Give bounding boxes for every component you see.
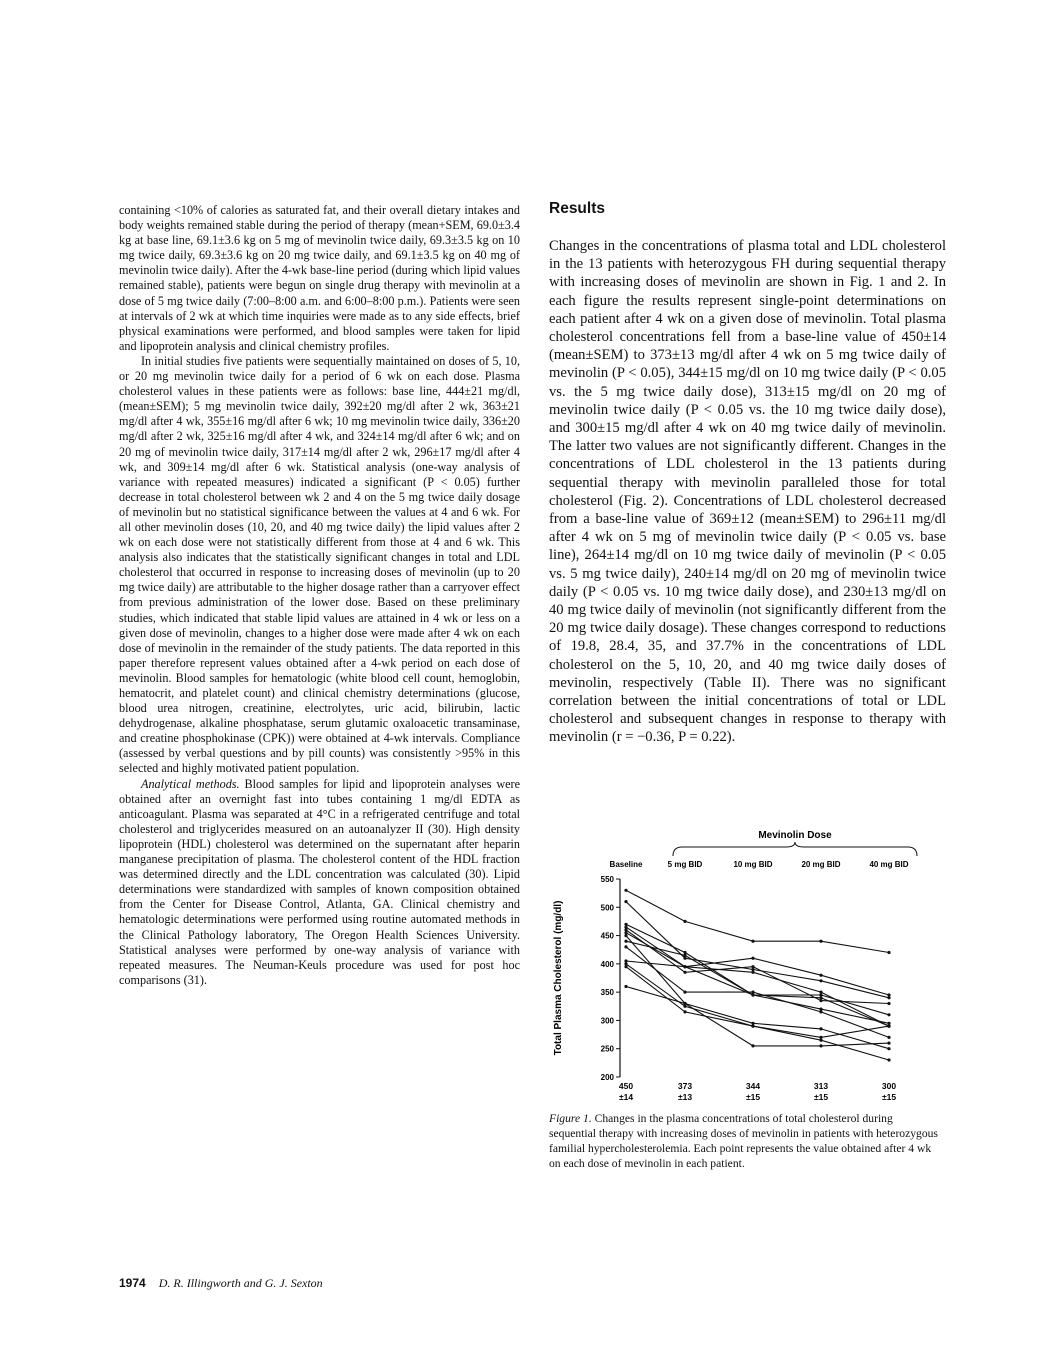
y-tick-label: 350: [600, 988, 614, 998]
patient-data-point: [683, 920, 686, 923]
category-label: 40 mg BID: [869, 860, 909, 869]
y-tick-label: 250: [600, 1044, 614, 1054]
analytical-methods-run-in: Analytical methods.: [141, 776, 240, 791]
patient-series-line: [626, 964, 889, 1038]
patient-series-line: [626, 927, 889, 995]
category-label: 20 mg BID: [801, 860, 841, 869]
patient-data-point: [819, 940, 822, 943]
y-tick-label: 550: [600, 875, 614, 884]
methods-paragraph-1: containing <10% of calories as saturated fat, and their overall dietary intakes and body weights remained stable during the period of therapy (mean+SEM, 69.0±3.4 kg at base line, 69.1±3.6 kg on 5 mg of mevinolin twice daily, 69.3±3.5 kg on 10 mg twice daily, 69.3±3.6 kg on 20 mg twice daily, and 69.1±3.5 kg on 40 mg of mevinolin twice daily). After the 4-wk base-line period (during which lipid values remained stable), patients were begun on single drug therapy with mevinolin at a dose of 5 mg twice daily (7:00–8:00 a.m. and 6:00–8:00 p.m.). Patients were seen at intervals of 2 wk at which time inquiries were made as to any side effects, brief physical examinations were performed, and blood samples were taken for lipid and lipoprotein analysis and clinical chemistry profiles.: [119, 203, 520, 353]
page-footer: [119, 1276, 323, 1291]
category-label: Baseline: [609, 860, 643, 869]
patient-data-point: [624, 934, 627, 937]
mean-label: 450: [618, 1081, 634, 1091]
sem-label: ±13: [677, 1092, 693, 1102]
patient-data-point: [887, 993, 890, 996]
patient-data-point: [887, 951, 890, 954]
patient-data-point: [819, 1008, 822, 1011]
patient-data-point: [624, 928, 627, 931]
patient-data-point: [751, 965, 754, 968]
patient-data-point: [683, 965, 686, 968]
patient-data-point: [683, 991, 686, 994]
patient-data-point: [819, 1044, 822, 1047]
y-tick-label: 300: [600, 1016, 614, 1026]
patient-data-point: [624, 965, 627, 968]
patient-data-point: [819, 979, 822, 982]
patient-data-point: [751, 1025, 754, 1028]
patient-data-point: [624, 926, 627, 929]
methods-paragraph-2: In initial studies five patients were sequentially maintained on doses of 5, 10, or 20 mg mevinolin twice daily for a period of 6 wk on each dose. Plasma cholesterol values in these patients were as follows: base line, 444±21 mg/dl, (mean±SEM); 5 mg mevinolin twice daily, 392±20 mg/dl after 2 wk, 363±21 mg/dl after 4 wk, 355±16 mg/dl after 6 wk; 10 mg mevinolin twice daily, 336±20 mg/dl after 2 wk, 325±16 mg/dl after 4 wk, and 324±14 mg/dl after 6 wk; and on 20 mg of mevinolin twice daily, 317±14 mg/dl after 2 wk, 296±17 mg/dl after 4 wk, and 309±14 mg/dl after 6 wk. Statistical analysis (one-way analysis of variance with repeated measures) indicated a significant (P < 0.05) further decrease in total cholesterol between wk 2 and 4 on the 5 mg twice daily dosage of mevinolin but no statistical significance between the values at 4 and 6 wk. For all other mevinolin doses (10, 20, and 40 mg twice daily) the lipid values after 2 wk on each dose were not statistically different from those at 4 and 6 wk. This analysis also indicates that the statistically significant changes in total and LDL cholesterol that occurred in response to increasing doses of mevinolin (up to 20 mg twice daily) are attributable to the higher dosage rather than a carryover effect from previous administration of the lower dose. Based on these preliminary studies, which indicated that stable lipid values are attained in 4 wk or less on a given dose of mevinolin, changes to a higher dose were made after 4 wk on each dose of mevinolin in the remainder of the study patients. The data reported in this paper therefore represent values obtained after a 4-wk period on each dose of mevinolin. Blood samples for hematologic (white blood cell count, hemoglobin, hematocrit, and platelet count) and clinical chemistry determinations (glucose, blood urea nitrogen, creatinine, electrolytes, uric acid, bilirubin, lactic dehydrogenase, alkaline phosphatase, serum glutamic oxaloacetic transaminase, and creatine phosphokinase (CPK)) were obtained at 4-wk intervals. Compliance (assessed by verbal questions and by pill counts) was consistently >95% in this selected and highly motivated patient population.: [119, 353, 520, 776]
results-heading: Results: [549, 200, 605, 217]
patient-data-point: [819, 1039, 822, 1042]
patient-data-point: [683, 951, 686, 954]
patient-data-point: [751, 993, 754, 996]
patient-data-point: [819, 1010, 822, 1013]
patient-data-point: [887, 1025, 890, 1028]
dose-bracket: [673, 842, 917, 856]
patient-data-point: [624, 931, 627, 934]
patient-data-point: [887, 996, 890, 999]
patient-data-point: [819, 1036, 822, 1039]
patient-data-point: [887, 1002, 890, 1005]
category-label: 10 mg BID: [733, 860, 773, 869]
y-tick-label: 400: [600, 959, 614, 969]
mean-label: 344: [745, 1081, 761, 1091]
patient-data-point: [624, 940, 627, 943]
patient-series-line: [626, 933, 889, 1026]
patient-data-point: [887, 1022, 890, 1025]
patient-data-point: [683, 1002, 686, 1005]
y-tick-label: 200: [600, 1073, 614, 1082]
patient-data-point: [683, 971, 686, 974]
patient-data-point: [819, 1027, 822, 1030]
patient-data-point: [819, 993, 822, 996]
patient-data-point: [819, 999, 822, 1002]
patient-data-point: [751, 971, 754, 974]
chart-title: Mevinolin Dose: [758, 830, 832, 841]
patient-data-point: [887, 1036, 890, 1039]
patient-data-point: [624, 900, 627, 903]
patient-data-point: [751, 991, 754, 994]
sem-label: ±14: [618, 1092, 634, 1102]
mean-label: 313: [813, 1081, 829, 1091]
figure-caption: [549, 1112, 941, 1172]
patient-data-point: [624, 959, 627, 962]
results-paragraph: Changes in the concentrations of plasma total and LDL cholesterol in the 13 patients with heterozygous FH during sequential therapy with increasing doses of mevinolin are shown in Fig. 1 and 2. In each figure the results represent single-point determinations on each patient after 4 wk on a given dose of mevinolin. Total plasma cholesterol concentrations fell from a base-line value of 450±14 (mean±SEM) to 373±13 mg/dl after 4 wk on 5 mg twice daily of mevinolin (P < 0.05), 344±15 mg/dl on 10 mg twice daily (P < 0.05 vs. the 5 mg twice daily dose), 313±15 mg/dl on 20 mg of mevinolin twice daily (P < 0.05 vs. the 10 mg twice daily dose), and 300±15 mg/dl after 4 wk on 40 mg twice daily of mevinolin. The latter two values are not significantly different. Changes in the concentrations of LDL cholesterol in the 13 patients during sequential therapy with mevinolin paralleled those for total cholesterol (Fig. 2). Concentrations of LDL cholesterol decreased from a base-line value of 369±12 (mean±SEM) to 296±11 mg/dl after 4 wk on 5 mg of mevinolin twice daily (P < 0.05 vs. base line), 264±14 mg/dl on 10 mg twice daily of mevinolin (P < 0.05 vs. 5 mg twice daily), 240±14 mg/dl on 20 mg of mevinolin twice daily (P < 0.05 vs. 10 mg twice daily dose), and 230±13 mg/dl on 40 mg twice daily of mevinolin (not significantly different from the 20 mg twice daily dosage). These changes correspond to reductions of 19.8, 28.4, 35, and 37.7% in the concentrations of LDL cholesterol on the 5, 10, 20, and 40 mg twice daily doses of mevinolin, respectively (Table II). There was no significant correlation between the initial concentrations of total or LDL cholesterol and subsequent changes in response to therapy with mevinolin (r = −0.36, P = 0.22).: [549, 238, 946, 746]
analytical-methods-text: Blood samples for lipid and lipoprotein analyses were obtained after an overnight fast into tubes containing 1 mg/dl EDTA as anticoagulant. Plasma was separated at 4°C in a refrigerated centrifuge and total cholesterol and triglycerides measured on an autoanalyzer II (30). High density lipoprotein (HDL) cholesterol was determined on the supernatant after heparin manganese precipitation of plasma. The cholesterol content of the HDL fraction was determined directly and the LDL concentration was calculated (30). Lipid determinations were standardized with samples of known composition obtained from the Center for Disease Control, Atlanta, GA. Clinical chemistry and hematologic determinations were performed using routine automated methods in the Clinical Pathology laboratory, The Oregon Health Sciences University. Statistical analyses were performed by one-way analysis of variance with repeated measures. The Neuman-Keuls procedure was used for post hoc comparisons (31).: [119, 776, 520, 987]
left-column: [119, 203, 520, 988]
analytical-methods-paragraph: [119, 777, 520, 988]
patient-data-point: [624, 945, 627, 948]
patient-data-point: [683, 957, 686, 960]
category-label: 5 mg BID: [667, 860, 703, 869]
figure-label: Figure 1.: [549, 1112, 592, 1125]
patient-data-point: [624, 889, 627, 892]
patient-data-point: [624, 923, 627, 926]
patient-data-point: [751, 957, 754, 960]
sem-label: ±15: [745, 1092, 761, 1102]
cholesterol-chart: [549, 822, 949, 1112]
patient-data-point: [887, 1058, 890, 1061]
patient-series-line: [626, 941, 889, 1015]
mean-label: 300: [881, 1081, 897, 1091]
sem-label: ±15: [881, 1092, 897, 1102]
patient-data-point: [751, 940, 754, 943]
patient-data-point: [624, 962, 627, 965]
y-axis-label: Total Plasma Cholesterol (mg/dl): [553, 900, 564, 1056]
patient-data-point: [683, 1005, 686, 1008]
patient-data-point: [819, 974, 822, 977]
y-tick-label: 450: [600, 931, 614, 941]
patient-data-point: [887, 1047, 890, 1050]
footer-authors: D. R. Illingworth and G. J. Sexton: [158, 1276, 323, 1290]
figure-1: [549, 822, 949, 1112]
patient-data-point: [819, 991, 822, 994]
page-number: 1974: [119, 1276, 146, 1290]
mean-label: 373: [677, 1081, 693, 1091]
patient-data-point: [819, 996, 822, 999]
patient-data-point: [751, 1022, 754, 1025]
patient-data-point: [751, 1044, 754, 1047]
patient-data-point: [751, 968, 754, 971]
sem-label: ±15: [813, 1092, 829, 1102]
caption-text: Changes in the plasma concentrations of total cholesterol during sequential therapy with increasing doses of mevinolin in patients with heterozygous familial hypercholesterolemia. Each point represents the value obtained after 4 wk on each dose of mevinolin in each patient.: [549, 1112, 938, 1170]
right-column: [549, 237, 946, 747]
patient-data-point: [887, 1013, 890, 1016]
patient-data-point: [683, 954, 686, 957]
y-tick-label: 500: [600, 903, 614, 913]
patient-data-point: [887, 1042, 890, 1045]
patient-data-point: [683, 1010, 686, 1013]
patient-data-point: [624, 985, 627, 988]
